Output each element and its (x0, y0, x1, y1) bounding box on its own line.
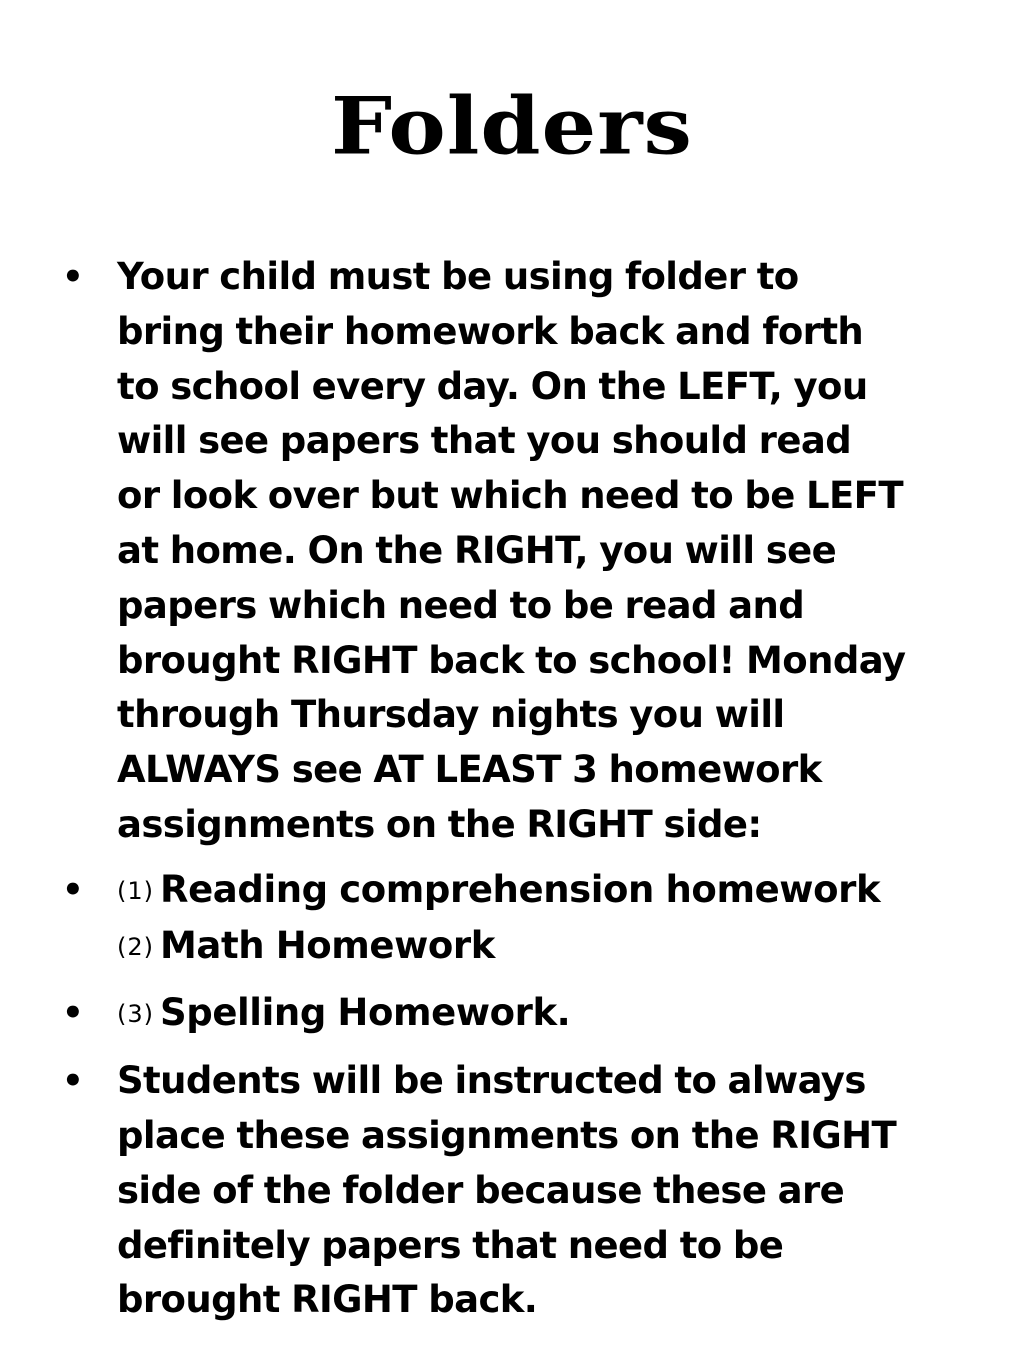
homework-label: Math Homework (160, 923, 495, 967)
bullet-line: Your child must be using folder to (117, 255, 799, 298)
bullet-line: assignments on the RIGHT side: (117, 802, 762, 846)
bullet-dot-icon: • (62, 869, 84, 910)
bullet-line: side of the folder because these are (117, 1168, 845, 1212)
bullet-line: brought RIGHT back. (117, 1278, 538, 1322)
bullet-item (62, 1054, 962, 1328)
homework-number: (2) (117, 932, 154, 961)
bullet-item (62, 863, 962, 975)
homework-label: Spelling Homework. (160, 991, 571, 1035)
homework-number: (3) (117, 1000, 154, 1029)
bullet-dot-icon: • (62, 993, 84, 1034)
bullet-line: to school every day. On the LEFT, you (117, 364, 868, 408)
bullet-line: place these assignments on the RIGHT (117, 1113, 897, 1157)
bullet-line: at home. On the RIGHT, you will see (117, 528, 837, 572)
bullet-item (62, 250, 962, 853)
homework-item (117, 863, 962, 919)
bullet-line: papers which need to be read and (117, 583, 805, 627)
bullet-line: through Thursday nights you will (117, 693, 785, 737)
homework-item (117, 919, 962, 975)
bullet-line: bring their homework back and forth (117, 309, 864, 353)
bullet-list (62, 250, 962, 1328)
bullet-line: or look over but which need to be LEFT (117, 474, 903, 518)
homework-label: Reading comprehension homework (160, 867, 881, 911)
homework-item (117, 986, 962, 1042)
bullet-dot-icon: • (62, 257, 84, 297)
bullet-line: definitely papers that need to be (117, 1223, 784, 1267)
bullet-item (62, 986, 962, 1042)
slide-title: Folders (331, 80, 693, 173)
bullet-line: ALWAYS see AT LEAST 3 homework (117, 748, 822, 792)
bullet-line: brought RIGHT back to school! Monday (117, 638, 906, 682)
homework-number: (1) (117, 876, 154, 905)
bullet-dot-icon: • (62, 1061, 84, 1102)
bullet-line: Students will be instructed to always (117, 1059, 866, 1103)
bullet-line: will see papers that you should read (117, 419, 852, 463)
